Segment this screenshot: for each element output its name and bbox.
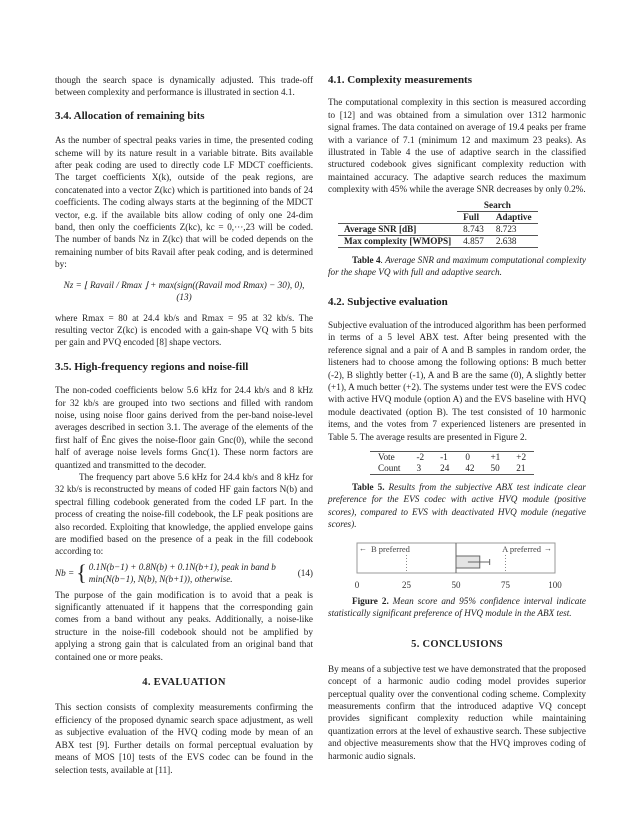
equation-13: Nz = ⌊ Ravail / Rmax ⌋ + max(sign((Ravail mod Rmax) − 30), 0), (13) <box>63 279 305 303</box>
table-4-caption <box>328 254 586 279</box>
right-column <box>328 74 586 762</box>
section-4-2-heading: 4.2. Subjective evaluation <box>328 296 448 309</box>
section-4-heading: 4. EVALUATION <box>142 677 226 689</box>
section-3-5-heading: 3.5. High-frequency regions and noise-fill <box>55 360 249 373</box>
annotation-a-preferred: A preferred <box>502 543 541 554</box>
section-4-2-paragraph: Subjective evaluation of the introduced algorithm has been performed in terms of a 5 level ABX test. After being presented with the reference signal and a pair of A and B samples in random order, the listeners had to choose among the following options: B much better (-2), B slightly better (-1), A and B are the same (0), A slightly better (+1), A much better (+2). The systems under test were the EVS codec with active HVQ module (option A) and the EVS baseline with HVQ module deactivated (option B). The test consisted of 10 harmonic items, and the votes from 7 experienced listeners are presented in Table 5. The average results are presented in Figure 2. <box>328 319 586 442</box>
equation-14 <box>55 561 313 586</box>
table-4-cell: 8.723 <box>495 223 517 234</box>
x-tick-label: 75 <box>501 579 510 590</box>
annotation-b-preferred: B preferred <box>371 543 410 554</box>
figure-2-chart <box>347 539 567 591</box>
section-3-5-paragraph: The non-coded coefficients below 5.6 kHz for 24.4 kb/s and 8 kHz for 32 kb/s are grouped into two sections and filled with random noise, using noise floor gains derived from the per-band noise-level averages described in section 3.1. The average of the elements of the first half of Ēnc gives the noise-floor gain Gnc(0), while the second half of average noise levels forms Gnc(1). These norm factors are quantized and transmitted to the decoder. <box>55 385 313 470</box>
equation-14-lhs: Nb = <box>55 568 75 579</box>
table-row <box>370 451 534 463</box>
caption-text: . Average SNR and maximum computational complexity for the shape VQ with full and adaptive search. <box>328 254 586 278</box>
table-5-cell: 21 <box>516 462 526 473</box>
table-5-caption <box>328 481 586 531</box>
section-3-4-heading: 3.4. Allocation of remaining bits <box>55 109 205 122</box>
x-tick-label: 100 <box>548 579 562 590</box>
table-5-cell: 24 <box>440 462 450 473</box>
arrow-left-icon: ← <box>359 543 367 553</box>
table-4-cell: 2.638 <box>495 235 517 246</box>
table-4-group-header: Search <box>457 200 537 212</box>
table-4-header-full: Full <box>463 211 479 222</box>
section-3-4-paragraph-2: where Rmax = 80 at 24.4 kb/s and Rmax = 95 at 32 kb/s. The resulting vector Z(kc) is encoded with a gain-shape VQ with 5 bits per gain and PVQ encoded [8] shape vectors. <box>55 312 313 348</box>
section-5-heading: 5. CONCLUSIONS <box>411 639 503 651</box>
caption-text: Results from the subjective ABX test indicate clear preference for the EVS codec with active HVQ module (positive scores), compared to EVS with deactivated HVQ module (negative scores). <box>328 481 586 530</box>
section-4-1-paragraph: The computational complexity in this section is measured according to [12] and was obtained from a simulation over 1312 harmonic signal frames. The data contained on average of 19.4 peaks per frame with a variance of 7.1 (minimum 12 and maximum 23 peaks). As illustrated in Table 4 the use of adaptive search in the classified structured codebook gives significant complexity reduction with maintained accuracy. The adaptive search reduces the maximum complexity with 45% while the average SNR decreases by only 0.2%. <box>328 97 586 195</box>
left-column <box>55 74 313 776</box>
table-5-cell: +1 <box>490 451 501 462</box>
section-4-paragraph: This section consists of complexity measurements confirming the efficiency of the proposed dynamic search space adjustment, as well as subjective evaluation of the HVQ coding mode by mean of an ABX test [9]. Further details on formal perceptual evaluation by means of MOS [10] tests of the EVS codec can be found in the selection tests, available at [11]. <box>55 702 313 775</box>
caption-text: Mean score and 95% confidence interval indicate statistically significant preference of HVQ module in the ABX test. <box>328 595 587 618</box>
figure-2-caption <box>328 595 586 620</box>
table-5-cell: 42 <box>465 462 475 473</box>
table-4-cell: 8.743 <box>463 223 484 234</box>
equation-14-case-2: min(N(b−1), N(b), N(b+1)), otherwise. <box>88 574 233 585</box>
table-5-cell: -2 <box>416 451 425 462</box>
table-5-cell: 50 <box>490 462 500 473</box>
table-row <box>338 235 538 247</box>
table-4 <box>338 200 538 248</box>
table-4-row-label: Average SNR [dB] <box>344 223 417 234</box>
section-4-1-heading: 4.1. Complexity measurements <box>328 74 472 86</box>
table-row <box>370 463 534 475</box>
x-tick-label: 50 <box>451 579 461 590</box>
table-4-header-adaptive: Adaptive <box>495 211 532 222</box>
table-5-cell: +2 <box>516 451 527 462</box>
section-5-paragraph: By means of a subjective test we have demonstrated that the proposed concept of a harmonic audio coding model provides superior perceptual quality over the conventional coding scheme. Complexity measurements confirm that the introduced adaptive VQ concept provides significant complexity reduction while maintaining quantization errors at the level of exhaustive search. These subjective and objective measurements show that the HVQ improves coding of harmonic audio signals. <box>328 663 586 761</box>
table-5-cell: 3 <box>416 462 422 473</box>
table-row <box>338 223 538 235</box>
table-4-cell: 4.857 <box>463 235 484 246</box>
arrow-right-icon: → <box>544 543 552 553</box>
section-3-5-paragraph-3: The purpose of the gain modification is to avoid that a peak is significantly attenuated if it happens that the corresponding gain comes from a band without any peaks. Additionally, a noise-like structure in the noise-fill codebook should not be amplified by applying a strong gain that is calculated from an original band that contained one or more peaks. <box>55 589 313 662</box>
caption-label: Table 5. <box>352 481 385 492</box>
caption-label: Table 4 <box>352 254 381 265</box>
section-3-4-paragraph: As the number of spectral peaks varies in time, the presented coding scheme will by its nature result in a variable bitrate. Bits available after peak coding are used to directly code LF MDCT coefficients. The target coefficients X(k), outside of the peak regions, are concatenated into a vector Z(kc) which is partitioned into bands of 24 coefficients. The coding always starts at the beginning of the MDCT vector, e.g. if the available bits allow coding of only one 24-dim band, then only the coefficients Z(kc), kc = 0,···,23 will be coded. The number of bands Nz in Z(kc) that will be coded depends on the remaining number of bits Ravail after peak coding, and is determined by: <box>55 135 313 270</box>
table-5-cell: -1 <box>440 451 448 462</box>
x-tick-label: 0 <box>354 579 360 590</box>
table-5-row-label: Count <box>378 462 401 473</box>
equation-14-number: (14) <box>297 568 313 579</box>
table-5-row-label: Vote <box>378 451 395 462</box>
intro-paragraph: though the search space is dynamically adjusted. This trade-off between complexity and performance is illustrated in section 4.1. <box>55 75 313 98</box>
x-tick-label: 25 <box>402 579 411 590</box>
brace-icon: { <box>76 560 87 586</box>
section-3-5-paragraph-2: The frequency part above 5.6 kHz for 24.4 kb/s and 8 kHz for 32 kb/s is reconstructed by means of coded HF gain factors N(b) and spectral filling codebook generated from the coded LF part. In the process of creating the noise-fill codebook, the LF peak positions are also recorded. Exploiting that knowledge, the applied envelope gains are modified based on the presence of a peak in the fill codebook according to: <box>55 471 313 557</box>
equation-14-case-1: 0.1N(b−1) + 0.8N(b) + 0.1N(b+1), peak in band b <box>88 561 276 572</box>
table-5 <box>370 451 534 475</box>
table-4-row-label: Max complexity [WMOPS] <box>344 235 452 246</box>
caption-label: Figure 2. <box>352 595 389 606</box>
table-5-cell: 0 <box>465 451 470 462</box>
